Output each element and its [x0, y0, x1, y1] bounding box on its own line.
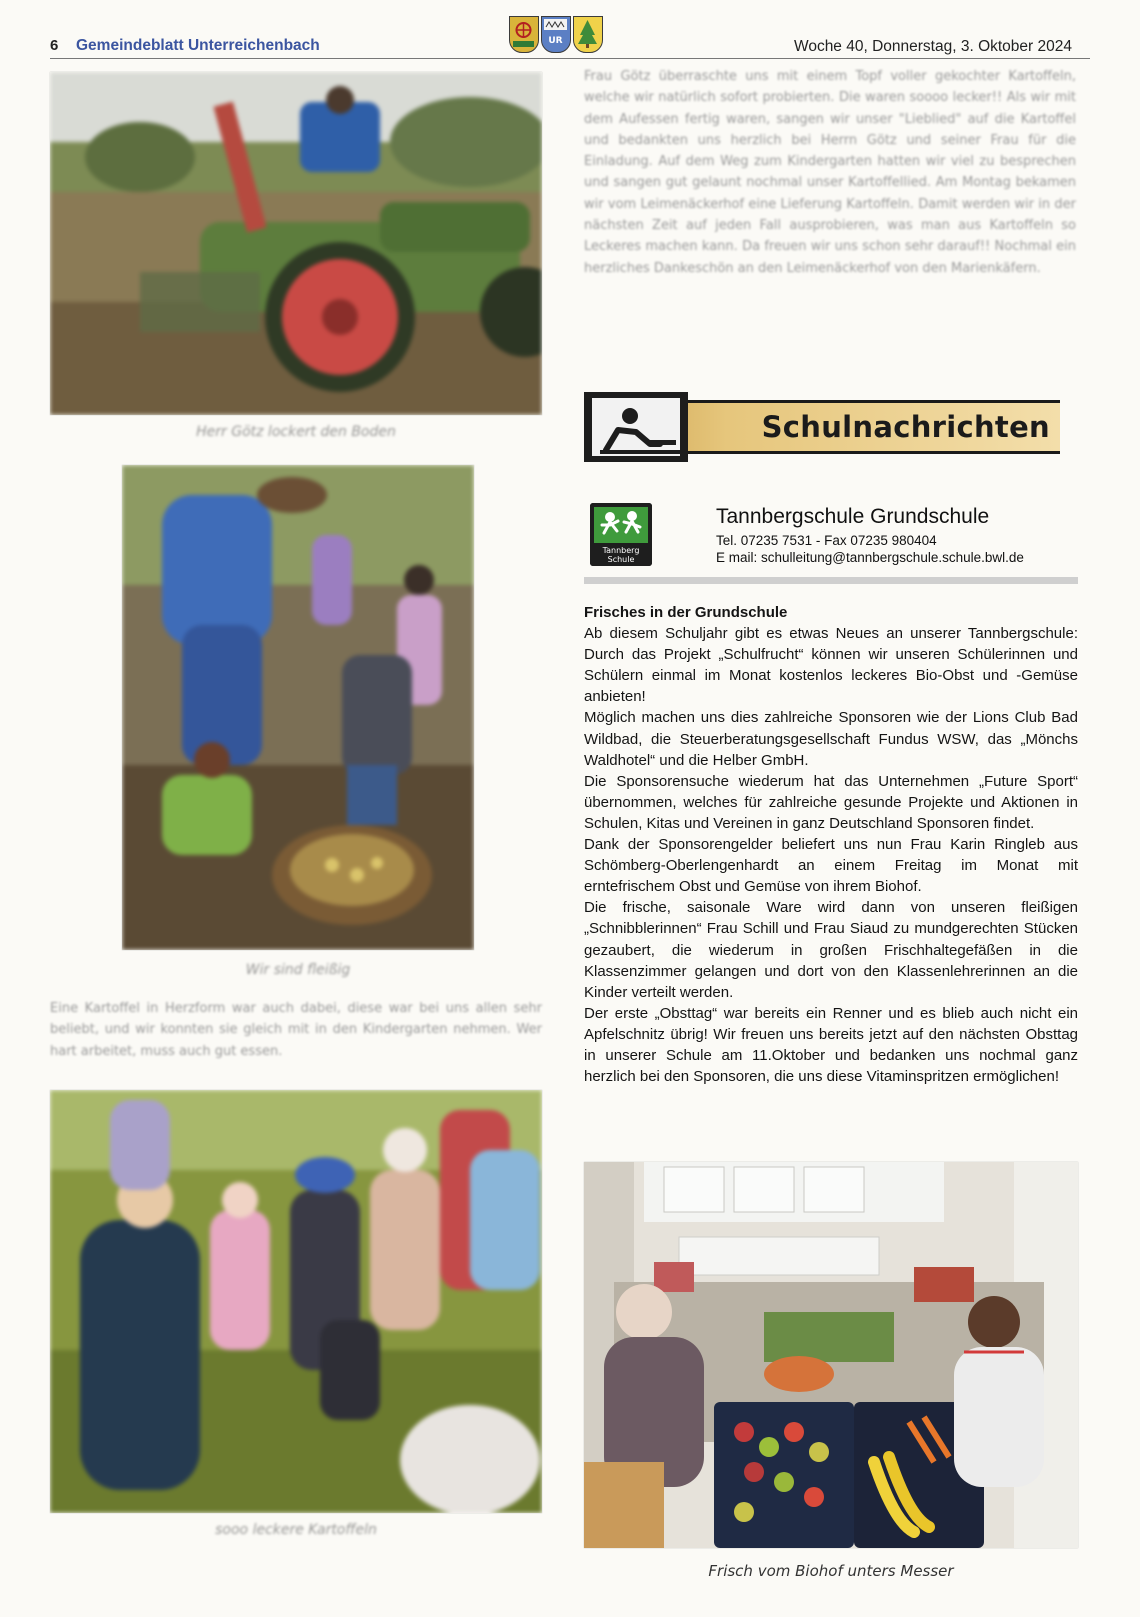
school-phone-fax: Tel. 07235 7531 - Fax 07235 980404	[716, 533, 937, 548]
classroom-fruit-photo	[584, 1162, 1078, 1548]
classroom-photo-caption: Frisch vom Biohof unters Messer	[708, 1562, 954, 1580]
school-contact	[716, 532, 1024, 566]
digging-photo	[122, 465, 474, 950]
divider-bar	[584, 577, 1078, 584]
village-crest-icon	[541, 16, 571, 53]
section-title: Schulnachrichten	[761, 410, 1050, 444]
header-rule	[50, 58, 1090, 59]
tractor-photo-caption: Herr Götz lockert den Boden	[196, 424, 396, 440]
forest-crest-icon	[573, 16, 603, 53]
article-paragraph-6: Der erste „Obsttag“ war bereits ein Renner und es blieb auch nicht ein Apfelschnitz übrig! Wir freuen uns bereits jetzt auf den nächsten Obsttag in unserer Schule am 11.Oktober und bedanken uns nochmal ganz herzlich bei den Sponsoren, die uns diese Vitaminspritzen ermöglichen!	[584, 1004, 1078, 1086]
kindergarten-intro-paragraph: Frau Götz überraschte uns mit einem Topf voller gekochter Kartoffeln, welche wir natürlich sofort probierten. Die waren soooo lecker!! Als wir mit dem Aufessen fertig waren, sangen wir unser "Lieblied" auf die Kartoffel und bedankten uns herzlich bei Herrn Götz und seiner Frau für die Einladung. Auf dem Weg zum Kindergarten hatten wir viel zu besprechen und sangen gut gelaunt nochmal unser Kartoffellied. Am Montag bekamen wir vom Leimenäckerhof eine Lieferung Kartoffeln. Damit werden wir in der nächsten Zeit auf jeden Fall ausprobieren, was man aus Kartoffeln so Leckeres machen kann. Da freuen wir uns schon sehr darauf!! Nochmal ein herzliches Dankeschön an den Leimenäckerhof von den Marienkäfern.	[584, 69, 1076, 276]
article-paragraph-5: Die frische, saisonale Ware wird dann von unseren fleißigen „Schnibblerinnen“ Frau Schill und Frau Siaud zu mundgerechten Stücken gezaubert, die wiederum in großen Frischhaltegefäßen in die Klassenzimmer gelangen und dort von den Klassenlehrerinnen an die Kinder verteilt werden.	[584, 899, 1078, 1001]
logo-text-line2: Schule	[607, 555, 635, 564]
school-desk-icon	[584, 392, 688, 462]
school-article	[584, 602, 1078, 1087]
logo-text-line1: Tannberg	[602, 546, 640, 555]
digging-photo-caption: Wir sind fleißig	[245, 962, 351, 978]
children-photo	[50, 1090, 542, 1513]
article-paragraph-1: Ab diesem Schuljahr gibt es etwas Neues an unserer Tannbergschule: Durch das Projekt „Schulfrucht“ können wir unseren Schülerinnen und Schülern einmal im Monat kostenlos leckeres Bio-Obst und -Gemüse anbieten!	[584, 625, 1078, 706]
publication-title: Gemeindeblatt Unterreichenbach	[76, 37, 320, 54]
crest-ur-text: UR	[548, 36, 563, 46]
children-photo-caption: sooo leckere Kartoffeln	[215, 1522, 377, 1538]
article-paragraph-4: Dank der Sponsorengelder beliefert uns nun Frau Karin Ringleb aus Schömberg-Oberlengenhardt an einem Freitag im Monat mit erntefrischem Obst und Gemüse von ihrem Biohof.	[584, 836, 1078, 896]
school-name: Tannbergschule Grundschule	[716, 505, 990, 528]
municipality-crest-icon	[509, 16, 539, 53]
heart-potato-paragraph: Eine Kartoffel in Herzform war auch dabei, diese war bei uns allen sehr beliebt, und wir konnten sie gleich mit in den Kindergarten nehmen. Wer hart arbeitet, muss auch gut essen.	[50, 1001, 542, 1059]
page-number: 6	[50, 37, 59, 54]
issue-date: Woche 40, Donnerstag, 3. Oktober 2024	[793, 38, 1072, 55]
article-title: Frisches in der Grundschule	[584, 604, 788, 621]
schulnachrichten-banner	[584, 392, 1060, 462]
tractor-photo	[50, 72, 542, 415]
tannbergschule-logo	[590, 503, 652, 566]
article-paragraph-3: Die Sponsorensuche wiederum hat das Unternehmen „Future Sport“ übernommen, welches für zahlreiche gesunde Projekte und Aktionen in Schulen, Kitas und Vereinen in ganz Deutschland Sponsoren findet.	[584, 772, 1078, 832]
article-paragraph-2: Möglich machen uns dies zahlreiche Sponsoren wie der Lions Club Bad Wildbad, die Steuerberatungsgesellschaft Fundus WSW, das „Mönchs Waldhotel“ und die Helber GmbH.	[584, 709, 1078, 769]
school-email: E mail: schulleitung@tannbergschule.schule.bwl.de	[716, 550, 1024, 565]
